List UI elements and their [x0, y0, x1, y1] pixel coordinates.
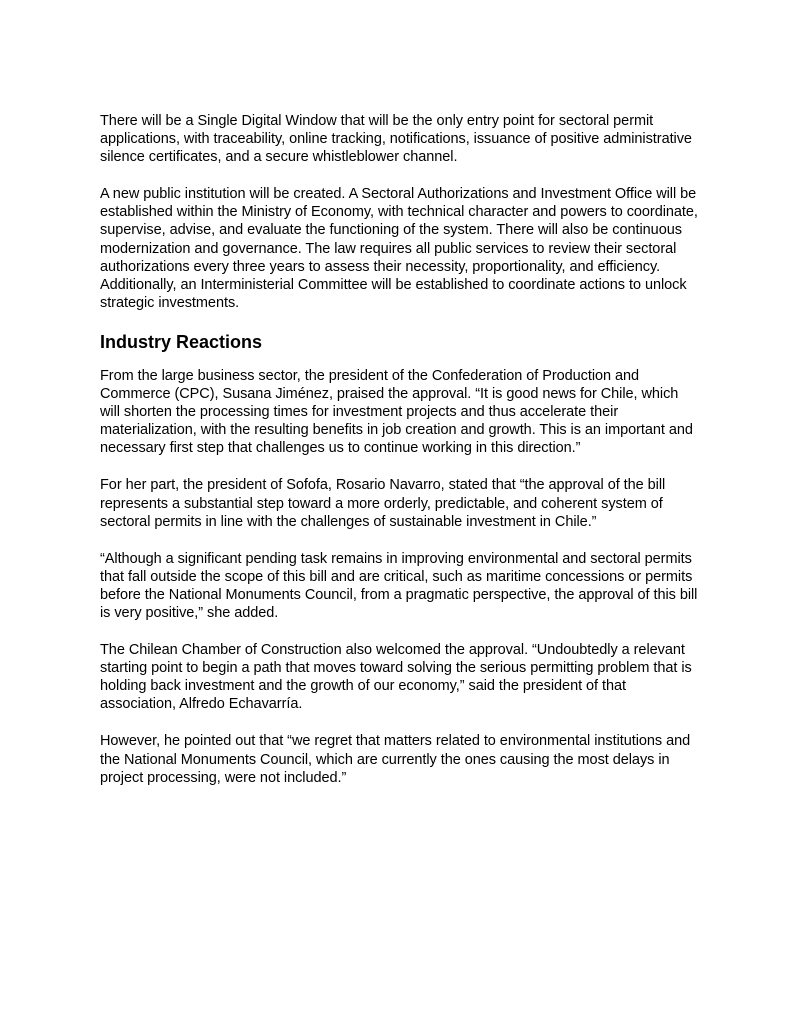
paragraph-single-digital-window: There will be a Single Digital Window that will be the only entry point for sectoral permit applications, with traceability, online tracking, notifications, issuance of positive administrative silence certificates, and a secure whistleblower channel.	[100, 113, 692, 166]
paragraph-cpc-reaction: From the large business sector, the president of the Confederation of Production and Commerce (CPC), Susana Jiménez, praised the approval. “It is good news for Chile, which will shorten the processing times for investment projects and thus accelerate their materialization, with the resulting benefits in job creation and growth. This is an important and necessary first step that challenges us to continue working in this direction.”	[100, 367, 693, 457]
paragraph-sofofa-quote: “Although a significant pending task remains in improving environmental and sectoral permits that fall outside the scope of this bill and are critical, such as maritime concessions or permits before the National Monuments Council, from a pragmatic perspective, the approval of this bill is very positive,” she added.	[100, 550, 698, 621]
document-page	[100, 112, 700, 806]
paragraph-chamber-concerns: However, he pointed out that “we regret that matters related to environmental institutions and the National Monuments Council, which are currently the ones causing the most delays in project processing, were not included.”	[100, 733, 691, 786]
section-heading-industry-reactions: Industry Reactions	[100, 331, 263, 352]
paragraph-new-public-institution: A new public institution will be created. A Sectoral Authorizations and Investment Office will be established within the Ministry of Economy, with technical character and powers to coordinate, supervise, advise, and evaluate the functioning of the system. There will also be continuous modernization and governance. The law requires all public services to review their sectoral authorizations every three years to assess their necessity, proportionality, and efficiency. Additionally, an Interministerial Committee will be established to coordinate actions to unlock strategic investments.	[100, 186, 698, 311]
paragraph-chamber-of-construction: The Chilean Chamber of Construction also welcomed the approval. “Undoubtedly a relevant starting point to begin a path that moves toward solving the serious permitting problem that is holding back investment and the growth of our economy,” said the president of that association, Alfredo Echavarría.	[100, 642, 692, 713]
paragraph-sofofa-reaction: For her part, the president of Sofofa, Rosario Navarro, stated that “the approval of the bill represents a substantial step toward a more orderly, predictable, and coherent system of sectoral permits in line with the challenges of sustainable investment in Chile.”	[100, 477, 666, 530]
